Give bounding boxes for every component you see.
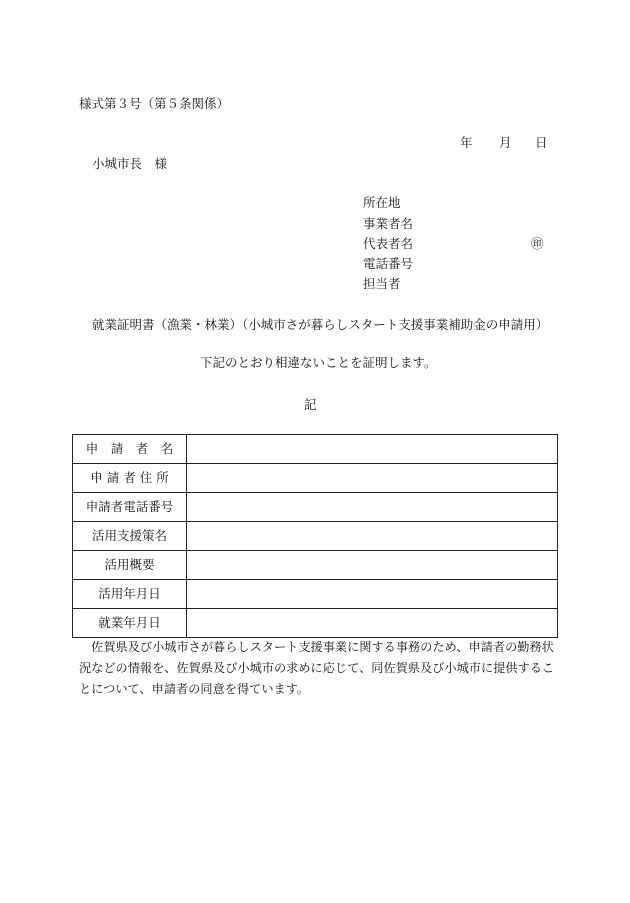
table-row	[73, 609, 558, 638]
form-number: 様式第３号（第５条関係）	[79, 96, 230, 111]
row-label-support-measure: 活用支援策名	[73, 522, 187, 551]
ki-heading: 記	[304, 397, 317, 412]
document-title: 就業証明書（漁業・林業）（小城市さが暮らしスタート支援事業補助金の申請用）	[92, 317, 549, 332]
consent-paragraph: 佐賀県及び小城市さが暮らしスタート支援事業に関する事務のため、申請者の勤務状況などの情報を、佐賀県及び小城市の求めに応じて、同佐賀県及び小城市に提供することについて、申請者の同意を得ています。	[79, 640, 555, 696]
table-row	[73, 551, 558, 580]
table-row	[73, 580, 558, 609]
table-row	[73, 522, 558, 551]
applicant-representative-label: 代表者名	[363, 236, 414, 251]
applicant-phone-label: 電話番号	[363, 256, 414, 271]
table-row	[73, 464, 558, 493]
table-row	[73, 493, 558, 522]
date-year-label: 年	[460, 135, 473, 150]
addressee: 小城市長 様	[92, 156, 168, 171]
applicant-address-label: 所在地	[363, 195, 401, 210]
applicant-info-table	[72, 434, 558, 638]
applicant-business-name-label: 事業者名	[363, 216, 414, 231]
certification-statement: 下記のとおり相違ないことを証明します。	[200, 355, 437, 370]
row-label-applicant-phone: 申請者電話番号	[73, 493, 187, 522]
row-value-applicant-name	[187, 435, 558, 464]
row-label-applicant-address: 申 請 者 住 所	[73, 464, 187, 493]
date-month-label: 月	[499, 135, 512, 150]
seal-mark: ㊞	[531, 236, 544, 251]
table-row	[73, 435, 558, 464]
row-label-employment-date: 就業年月日	[73, 609, 187, 638]
row-label-usage-summary: 活用概要	[73, 551, 187, 580]
date-day-label: 日	[535, 135, 548, 150]
row-value-employment-date	[187, 609, 558, 638]
applicant-contact-person-label: 担当者	[363, 276, 401, 291]
row-value-applicant-phone	[187, 493, 558, 522]
row-value-support-measure	[187, 522, 558, 551]
row-label-usage-date: 活用年月日	[73, 580, 187, 609]
row-value-applicant-address	[187, 464, 558, 493]
row-value-usage-summary	[187, 551, 558, 580]
row-label-applicant-name: 申 請 者 名	[73, 435, 187, 464]
row-value-usage-date	[187, 580, 558, 609]
